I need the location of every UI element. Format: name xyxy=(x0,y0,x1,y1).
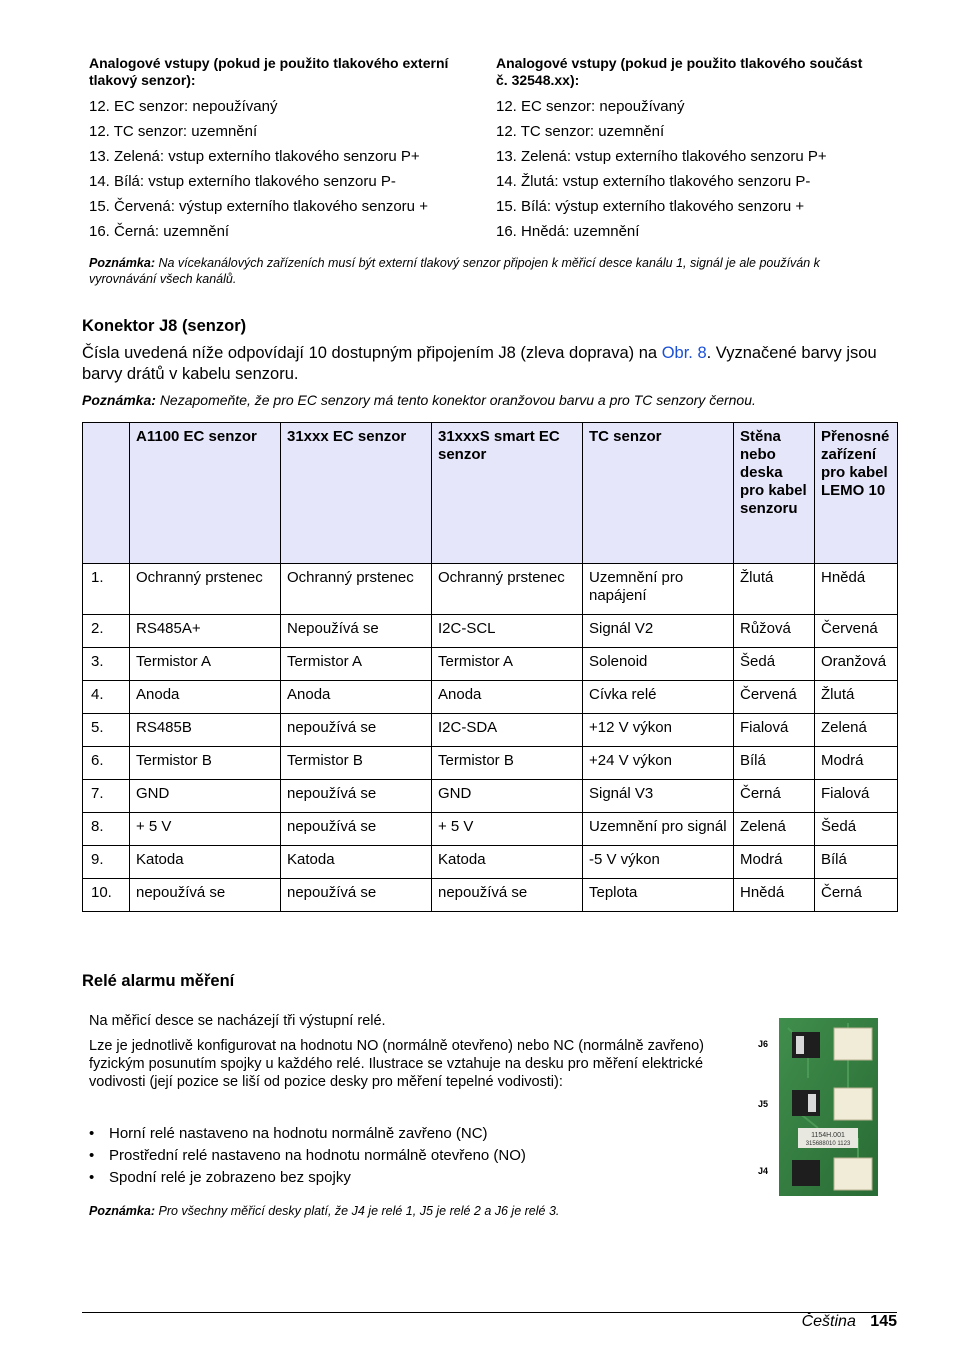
table-cell: Šedá xyxy=(815,813,898,846)
note-relay-mapping xyxy=(89,1203,709,1219)
analog-left-item: 13. Zelená: vstup externího tlakového senzoru P+ xyxy=(89,148,420,165)
table-cell: Nepoužívá se xyxy=(281,615,432,648)
pin-number-cell: 2. xyxy=(83,615,130,648)
pin-number-cell: 9. xyxy=(83,846,130,879)
analog-right-item: 13. Zelená: vstup externího tlakového senzoru P+ xyxy=(496,148,827,165)
table-cell: +12 V výkon xyxy=(583,714,734,747)
table-cell: Ochranný prstenec xyxy=(432,564,583,615)
table-cell: RS485A+ xyxy=(130,615,281,648)
footer-language: Čeština xyxy=(801,1313,856,1330)
note-label: Poznámka: xyxy=(89,1204,155,1218)
table-cell: Termistor B xyxy=(130,747,281,780)
table-cell: Zelená xyxy=(734,813,815,846)
table-cell: -5 V výkon xyxy=(583,846,734,879)
bullet-icon: • xyxy=(89,1169,95,1186)
table-header-row xyxy=(83,423,898,564)
analog-right-item: 12. EC senzor: nepoužívaný xyxy=(496,98,685,115)
analog-left-item: 15. Červená: výstup externího tlakového senzoru + xyxy=(89,198,428,215)
relay-description: Lze je jednotlivě konfigurovat na hodnotu NO (normálně otevřeno) nebo NC (normálně zavřeno) fyzickým posunutím spojky u každého relé. Ilustrace se vztahuje na desku pro měření elektrické vodivosti (její pozice se liší od pozice desky pro měření tepelné vodivosti): xyxy=(89,1038,704,1090)
table-cell: Bílá xyxy=(734,747,815,780)
table-cell: Anoda xyxy=(130,681,281,714)
table-header-cell: 31xxxS smart EC senzor xyxy=(432,423,583,564)
j8-paragraph-start: Čísla uvedená níže odpovídají 10 dostupným připojením J8 (zleva doprava) na xyxy=(82,344,662,362)
table-cell: Termistor A xyxy=(130,648,281,681)
table-cell: Modrá xyxy=(734,846,815,879)
table-cell: Anoda xyxy=(281,681,432,714)
table-header-cell: 31xxx EC senzor xyxy=(281,423,432,564)
list-item xyxy=(89,1167,526,1189)
relay-label-j5: J5 xyxy=(758,1099,769,1109)
table-cell: Solenoid xyxy=(583,648,734,681)
table-row xyxy=(83,648,898,681)
table-header-cell xyxy=(83,423,130,564)
table-header-cell: Přenosné zařízení pro kabel LEMO 10 xyxy=(815,423,898,564)
table-row xyxy=(83,681,898,714)
analog-right-item: 16. Hnědá: uzemnění xyxy=(496,223,640,240)
table-cell: Uzemnění pro signál xyxy=(583,813,734,846)
pin-number-cell: 10. xyxy=(83,879,130,912)
table-cell: I2C-SDA xyxy=(432,714,583,747)
table-header-cell: A1100 EC senzor xyxy=(130,423,281,564)
pin-number-cell: 8. xyxy=(83,813,130,846)
table-cell: Anoda xyxy=(432,681,583,714)
j8-pin-table xyxy=(82,422,898,912)
list-item-text: Spodní relé je zobrazeno bez spojky xyxy=(109,1169,351,1186)
table-cell: GND xyxy=(130,780,281,813)
note-text: Nezapomeňte, že pro EC senzory má tento konektor oranžovou barvu a pro TC senzory černou. xyxy=(159,392,756,408)
table-header-cell: TC senzor xyxy=(583,423,734,564)
table-cell: nepoužívá se xyxy=(432,879,583,912)
pin-number-cell: 1. xyxy=(83,564,130,615)
note-label: Poznámka: xyxy=(89,256,155,270)
table-cell: Žlutá xyxy=(734,564,815,615)
table-cell: Katoda xyxy=(281,846,432,879)
section-title-relay: Relé alarmu měření xyxy=(82,972,235,990)
relay-label-j6: J6 xyxy=(758,1039,769,1049)
table-row xyxy=(83,780,898,813)
analog-left-item: 16. Černá: uzemnění xyxy=(89,223,230,240)
table-cell: Červená xyxy=(734,681,815,714)
table-header-cell: Stěna nebo deska pro kabel senzoru xyxy=(734,423,815,564)
list-item xyxy=(89,1145,526,1167)
table-cell: GND xyxy=(432,780,583,813)
table-cell: Šedá xyxy=(734,648,815,681)
table-cell: nepoužívá se xyxy=(281,714,432,747)
analog-left-item: 14. Bílá: vstup externího tlakového senzoru P- xyxy=(89,173,396,190)
relay-board-illustration xyxy=(748,1018,878,1196)
table-cell: Signál V2 xyxy=(583,615,734,648)
analog-left-heading: Analogové vstupy (pokud je použito tlakového externí tlakový senzor): xyxy=(89,55,449,88)
analog-left-item: 12. TC senzor: uzemnění xyxy=(89,123,258,140)
table-cell: Modrá xyxy=(815,747,898,780)
table-cell: Hnědá xyxy=(815,564,898,615)
table-cell: Žlutá xyxy=(815,681,898,714)
pin-number-cell: 4. xyxy=(83,681,130,714)
analog-right-item: 14. Žlutá: vstup externího tlakového senzoru P- xyxy=(496,173,811,190)
table-cell: Uzemnění pro napájení xyxy=(583,564,734,615)
table-cell: Růžová xyxy=(734,615,815,648)
board-label-text: 1154H.001 xyxy=(811,1132,845,1139)
j8-paragraph xyxy=(82,343,892,385)
note-connector-color xyxy=(82,392,897,408)
table-cell: Černá xyxy=(815,879,898,912)
page-footer xyxy=(600,1313,897,1331)
table-cell: Termistor A xyxy=(281,648,432,681)
pin-number-cell: 7. xyxy=(83,780,130,813)
pin-number-cell: 3. xyxy=(83,648,130,681)
table-cell: nepoužívá se xyxy=(281,879,432,912)
table-cell: Oranžová xyxy=(815,648,898,681)
note-text: Na vícekanálových zařízeních musí být externí tlakový senzor připojen k měřicí desce kanálu 1, signál je ale používán k vyrovnávání všech kanálů. xyxy=(89,256,820,286)
table-cell: Černá xyxy=(734,780,815,813)
table-row xyxy=(83,813,898,846)
relay-intro: Na měřicí desce se nacházejí tři výstupní relé. xyxy=(89,1013,386,1029)
analog-right-item: 15. Bílá: výstup externího tlakového senzoru + xyxy=(496,198,805,215)
table-cell: Termistor B xyxy=(432,747,583,780)
pin-number-cell: 6. xyxy=(83,747,130,780)
table-cell: Cívka relé xyxy=(583,681,734,714)
table-cell: Teplota xyxy=(583,879,734,912)
table-cell: Termistor B xyxy=(281,747,432,780)
relay-board-image xyxy=(748,1018,878,1196)
list-item xyxy=(89,1123,526,1145)
bullet-icon: • xyxy=(89,1125,95,1142)
bullet-icon: • xyxy=(89,1147,95,1164)
table-cell: I2C-SCL xyxy=(432,615,583,648)
table-row xyxy=(83,564,898,615)
analog-right-heading: Analogové vstupy (pokud je použito tlakového součást č. 32548.xx): xyxy=(496,55,863,88)
table-cell: RS485B xyxy=(130,714,281,747)
page-number: 145 xyxy=(870,1313,897,1330)
relay-bullet-list xyxy=(89,1123,526,1189)
note-multichannel xyxy=(89,255,889,287)
table-cell: Ochranný prstenec xyxy=(130,564,281,615)
table-cell: Zelená xyxy=(815,714,898,747)
table-row xyxy=(83,846,898,879)
table-row xyxy=(83,615,898,648)
table-row xyxy=(83,714,898,747)
table-row xyxy=(83,747,898,780)
relay-label-j4: J4 xyxy=(758,1166,769,1176)
analog-right-item: 12. TC senzor: uzemnění xyxy=(496,123,665,140)
table-cell: nepoužívá se xyxy=(281,813,432,846)
table-cell: Katoda xyxy=(130,846,281,879)
note-text: Pro všechny měřicí desky platí, že J4 je relé 1, J5 je relé 2 a J6 je relé 3. xyxy=(158,1204,560,1218)
analog-left-item: 12. EC senzor: nepoužívaný xyxy=(89,98,278,115)
table-cell: Fialová xyxy=(815,780,898,813)
pin-number-cell: 5. xyxy=(83,714,130,747)
table-cell: Hnědá xyxy=(734,879,815,912)
table-cell: + 5 V xyxy=(432,813,583,846)
figure-link[interactable]: Obr. 8 xyxy=(661,344,707,362)
list-item-text: Horní relé nastaveno na hodnotu normálně zavřeno (NC) xyxy=(109,1125,488,1142)
note-label: Poznámka: xyxy=(82,392,156,408)
table-cell: nepoužívá se xyxy=(281,780,432,813)
table-cell: Bílá xyxy=(815,846,898,879)
table-row xyxy=(83,879,898,912)
table-cell: Termistor A xyxy=(432,648,583,681)
table-cell: Katoda xyxy=(432,846,583,879)
table-cell: Fialová xyxy=(734,714,815,747)
table-cell: Signál V3 xyxy=(583,780,734,813)
list-item-text: Prostřední relé nastaveno na hodnotu normálně otevřeno (NO) xyxy=(109,1147,526,1164)
table-cell: +24 V výkon xyxy=(583,747,734,780)
table-cell: Červená xyxy=(815,615,898,648)
table-cell: + 5 V xyxy=(130,813,281,846)
table-cell: Ochranný prstenec xyxy=(281,564,432,615)
board-label-text: 315688010 1123 xyxy=(805,1141,851,1147)
j8-paragraph-end: . Vyznačené barvy jsou barvy drátů v kabelu senzoru. xyxy=(82,344,877,383)
table-cell: nepoužívá se xyxy=(130,879,281,912)
section-title-j8: Konektor J8 (senzor) xyxy=(82,317,247,335)
